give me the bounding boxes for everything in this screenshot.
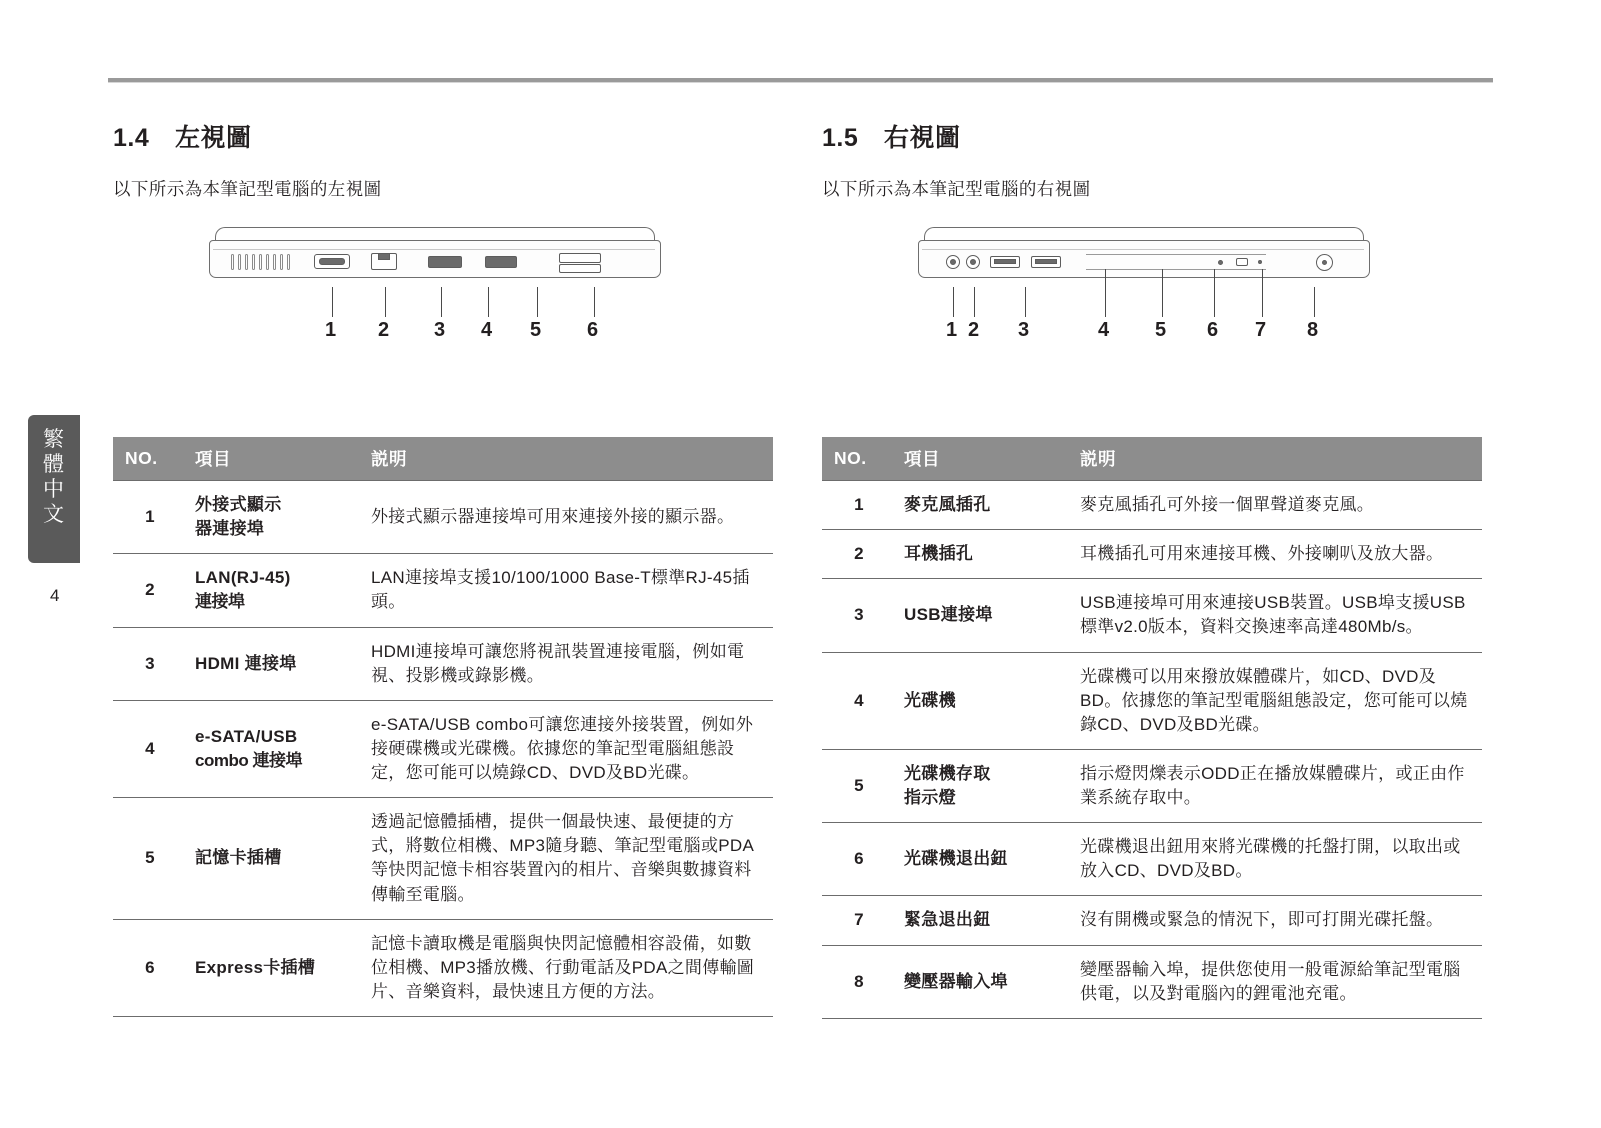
row-item-line1: 外接式顯示 [195,495,282,514]
table-row [113,554,773,627]
leader-line-6 [1214,269,1215,317]
lan-port-inner [378,253,390,260]
left-spec-table [113,437,773,1017]
left-view-section [113,118,773,1017]
row-item-line2: combo 連接埠 [195,750,302,770]
row-no: 3 [822,579,896,652]
row-no: 1 [113,481,187,554]
table-row [822,579,1482,652]
callout-number-1: 1 [325,319,337,341]
side-tab-char-2: 體 [43,453,65,476]
row-desc: e-SATA/USB combo可讓您連接外接裝置，例如外接硬碟機或光碟機。依據您的筆記型電腦組態設定，您可能可以燒錄CD、DVD及BD光碟。 [363,700,773,797]
right-section-title: 右視圖 [884,124,961,152]
row-desc: 麥克風插孔可外接一個單聲道麥克風。 [1072,481,1482,530]
row-item: 光碟機 [896,652,1072,749]
callout-number-4: 4 [481,319,493,341]
row-item: Express卡插槽 [187,919,363,1016]
row-item: 緊急退出鈕 [896,896,1072,945]
col-header-item: 項目 [896,437,1072,481]
row-desc: USB連接埠可用來連接USB裝置。USB埠支援USB標準v2.0版本，資料交換速率高達480Mb/s。 [1072,579,1482,652]
row-desc: LAN連接埠支援10/100/1000 Base-T標準RJ-45插頭。 [363,554,773,627]
row-item: 變壓器輸入埠 [896,945,1072,1018]
table-row [822,896,1482,945]
row-desc: 光碟機可以用來撥放媒體碟片，如CD、DVD及BD。依據您的筆記型電腦組態設定，您可能可以燒錄CD、DVD及BD光碟。 [1072,652,1482,749]
table-row [822,652,1482,749]
page-number: 4 [50,586,60,605]
right-section-number: 1.5 [822,124,859,152]
row-no: 5 [113,798,187,920]
esata-usb-combo-port-icon [485,256,517,268]
row-no: 4 [822,652,896,749]
row-no: 2 [113,554,187,627]
row-desc: 光碟機退出鈕用來將光碟機的托盤打開，以取出或放入CD、DVD及BD。 [1072,823,1482,896]
row-item: USB連接埠 [896,579,1072,652]
vent-grille-icon [231,254,293,270]
col-header-item: 項目 [187,437,363,481]
callout-number-8: 8 [1307,319,1319,341]
row-item: 麥克風插孔 [896,481,1072,530]
table-row [822,749,1482,822]
left-view-illustration [113,219,773,437]
headphone-jack-inner [970,259,976,265]
right-spec-table [822,437,1482,1019]
row-item-line1: e-SATA/USB [195,726,298,746]
leader-line-3 [441,287,442,317]
dc-power-input-inner [1322,260,1327,265]
row-desc: 指示燈閃爍表示ODD正在播放媒體碟片，或正由作業系統存取中。 [1072,749,1482,822]
memory-card-slot-icon [559,253,601,263]
leader-line-5 [1162,269,1163,317]
row-item: 耳機插孔 [896,530,1072,579]
express-card-slot-icon [559,264,601,273]
col-header-desc: 説明 [363,437,773,481]
row-no: 1 [822,481,896,530]
row-item-line1: 光碟機存取 [904,763,991,783]
row-no: 3 [113,627,187,700]
language-side-tab [28,415,80,563]
callout-number-3: 3 [434,319,446,341]
row-no: 7 [822,896,896,945]
hdmi-port-icon [428,256,462,268]
emergency-eject-hole-icon [1258,260,1262,264]
leader-line-1 [332,287,333,317]
header-rule [108,78,1493,82]
col-header-desc: 説明 [1072,437,1482,481]
callout-number-2: 2 [378,319,390,341]
left-section-heading [113,118,773,154]
table-row [113,627,773,700]
side-tab-char-3: 中 [43,478,65,501]
leader-line-2 [974,287,975,317]
leader-line-3 [1025,287,1026,317]
table-row [113,700,773,797]
row-item [896,749,1072,822]
leader-line-1 [953,287,954,317]
usb-port-inner-a [994,259,1016,264]
row-item [187,481,363,554]
table-header-row [822,437,1482,481]
side-tab-char-1: 繁 [43,428,65,451]
row-desc: 記憶卡讀取機是電腦與快閃記憶體相容設備，如數位相機、MP3播放機、行動電話及PDA之間傳輸圖片、音樂資料，最快速且方便的方法。 [363,919,773,1016]
table-row [822,530,1482,579]
side-tab-char-4: 文 [43,503,65,526]
row-item [187,554,363,627]
row-item: 光碟機退出鈕 [896,823,1072,896]
right-section-heading [822,118,1482,154]
leader-line-7 [1262,269,1263,317]
row-no: 6 [822,823,896,896]
callout-number-6: 6 [587,319,599,341]
row-desc: 耳機插孔可用來連接耳機、外接喇叭及放大器。 [1072,530,1482,579]
row-item: 記憶卡插槽 [187,798,363,920]
row-desc: 沒有開機或緊急的情況下，即可打開光碟托盤。 [1072,896,1482,945]
left-section-number: 1.4 [113,124,150,152]
table-row [822,823,1482,896]
usb-port-inner-b [1035,259,1057,264]
vga-port-inner [319,258,345,265]
right-view-section [822,118,1482,1019]
row-desc: 外接式顯示器連接埠可用來連接外接的顯示器。 [363,481,773,554]
row-item-line1: LAN(RJ-45) [195,568,291,588]
row-desc: 透過記憶體插槽，提供一個最快速、最便捷的方式，將數位相機、MP3隨身聽、筆記型電腦或PDA等快閃記憶卡相容裝置內的相片、音樂與數據資料傳輸至電腦。 [363,798,773,920]
callout-number-6: 6 [1207,319,1219,341]
callout-number-3: 3 [1018,319,1030,341]
row-no: 2 [822,530,896,579]
callout-number-5: 5 [1155,319,1167,341]
table-header-row [113,437,773,481]
table-row [822,481,1482,530]
odd-eject-button-icon [1236,258,1248,266]
leader-line-2 [385,287,386,317]
table-row [113,798,773,920]
left-section-title: 左視圖 [175,124,252,152]
callout-number-5: 5 [530,319,542,341]
table-row [822,945,1482,1018]
table-row [113,919,773,1016]
row-item: HDMI 連接埠 [187,627,363,700]
callout-number-4: 4 [1098,319,1110,341]
callout-number-1: 1 [946,319,958,341]
right-section-intro: 以下所示為本筆記型電腦的右視圖 [822,179,1091,199]
col-header-no: NO. [822,437,896,481]
row-desc: 變壓器輸入埠，提供您使用一般電源給筆記型電腦供電，以及對電腦內的鋰電池充電。 [1072,945,1482,1018]
row-desc: HDMI連接埠可讓您將視訊裝置連接電腦，例如電視、投影機或錄影機。 [363,627,773,700]
odd-activity-led-icon [1218,260,1223,265]
callout-number-7: 7 [1255,319,1267,341]
row-no: 6 [113,919,187,1016]
leader-line-5 [537,287,538,317]
row-no: 4 [113,700,187,797]
left-section-intro: 以下所示為本筆記型電腦的左視圖 [113,179,382,199]
row-item-line2: 指示燈 [904,788,956,807]
col-header-no: NO. [113,437,187,481]
chassis-seam-line [213,249,655,250]
microphone-jack-inner [950,259,956,265]
row-item [187,700,363,797]
leader-line-8 [1314,287,1315,317]
laptop-right-side-drawing [918,227,1368,285]
table-row [113,481,773,554]
laptop-left-side-drawing [209,227,659,285]
row-item-line2: 連接埠 [195,592,245,612]
right-view-illustration [822,219,1482,437]
row-no: 5 [822,749,896,822]
chassis-seam-line [922,249,1364,250]
leader-line-4 [1105,269,1106,317]
leader-line-6 [594,287,595,317]
leader-line-4 [488,287,489,317]
callout-number-2: 2 [968,319,980,341]
row-item-line2: 器連接埠 [195,519,265,539]
row-no: 8 [822,945,896,1018]
